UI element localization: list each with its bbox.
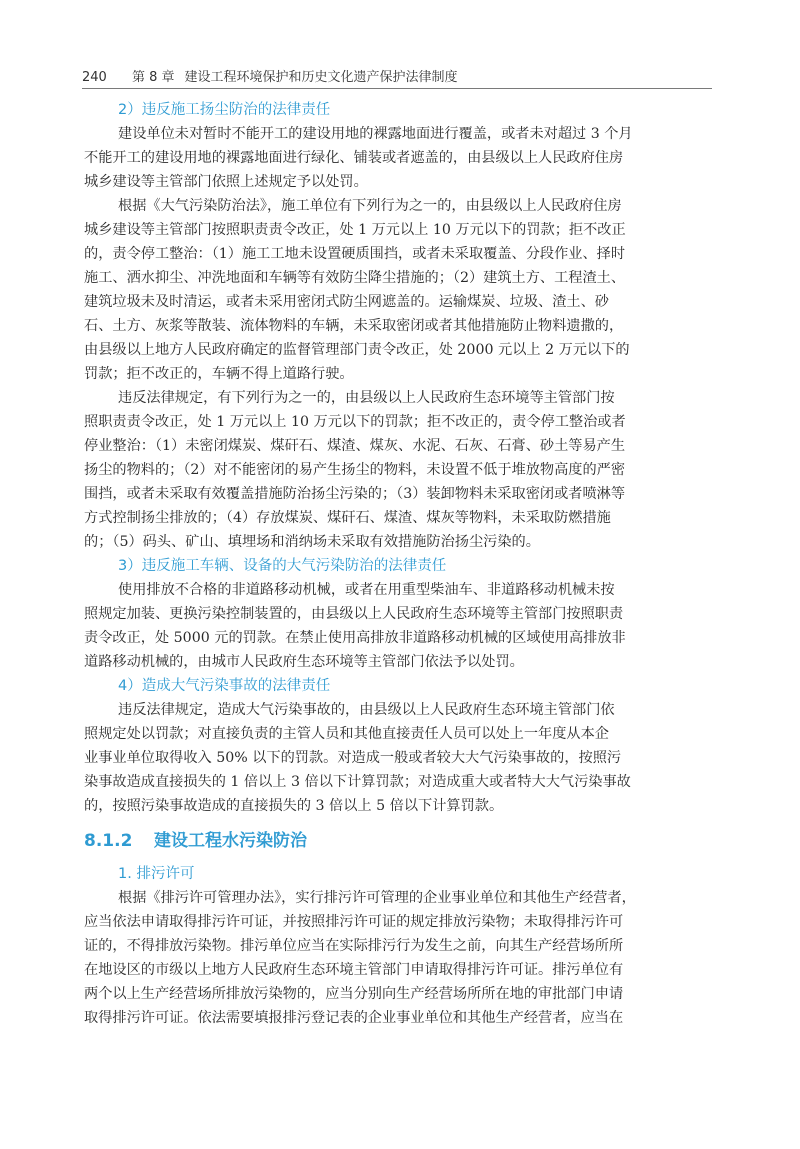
paragraph xyxy=(84,194,714,386)
text-line: 停业整治：（1）未密闭煤炭、煤矸石、煤渣、煤灰、水泥、石灰、石膏、砂土等易产生 xyxy=(84,438,626,454)
text-line: 的，责令停工整治：（1）施工工地未设置硬质围挡，或者未采取覆盖、分段作业、择时 xyxy=(84,246,626,262)
text-line: 违反法律规定，有下列行为之一的，由县级以上人民政府生态环境等主管部门按 xyxy=(118,390,615,406)
subheading: 1. 排污许可 xyxy=(118,866,195,882)
text-line: 照规定加装、更换污染控制装置的，由县级以上人民政府生态环境等主管部门按照职责 xyxy=(84,606,624,622)
text-line: 的；（5）码头、矿山、填埋场和消纳场未采取有效措施防治扬尘污染的。 xyxy=(84,534,540,550)
text-line: 在地设区的市级以上地方人民政府生态环境主管部门申请取得排污许可证。排污单位有 xyxy=(84,962,624,978)
text-line: 违反法律规定，造成大气污染事故的，由县级以上人民政府生态环境主管部门依 xyxy=(118,702,615,718)
text-line: 城乡建设等主管部门依照上述规定予以处罚。 xyxy=(84,174,368,190)
paragraph xyxy=(84,698,714,818)
paragraph xyxy=(84,578,714,674)
header-rule xyxy=(82,88,712,89)
text-line: 方式控制扬尘排放的；（4）存放煤炭、煤矸石、煤渣、煤灰等物料，未采取防燃措施 xyxy=(84,510,611,526)
text-line: 扬尘的物料的；（2）对不能密闭的易产生扬尘的物料，未设置不低于堆放物高度的严密 xyxy=(84,462,626,478)
text-line: 业事业单位取得收入 50% 以下的罚款。对造成一般或者较大大气污染事故的，按照污 xyxy=(84,750,622,766)
text-line: 建设单位未对暂时不能开工的建设用地的裸露地面进行覆盖，或者未对超过 3 个月 xyxy=(118,126,633,142)
text-line: 两个以上生产经营场所排放污染物的，应当分别向生产经营场所所在地的审批部门申请 xyxy=(84,986,624,1002)
text-line: 根据《大气污染防治法》，施工单位有下列行为之一的，由县级以上人民政府住房 xyxy=(118,198,622,214)
text-line: 罚款；拒不改正的，车辆不得上道路行驶。 xyxy=(84,366,354,382)
text-line: 照职责责令改正，处 1 万元以上 10 万元以下的罚款；拒不改正的，责令停工整治或者 xyxy=(84,414,626,430)
chapter-title: 建设工程环境保护和历史文化遗产保护法律制度 xyxy=(184,70,458,85)
text-line: 围挡，或者未采取有效覆盖措施防治扬尘污染的；（3）装卸物料未采取密闭或者喷淋等 xyxy=(84,486,626,502)
text-line: 责令改正，处 5000 元的罚款。在禁止使用高排放非道路移动机械的区域使用高排放非 xyxy=(84,630,626,646)
section-number: 8.1.2 xyxy=(84,831,133,851)
text-line: 施工、洒水抑尘、冲洗地面和车辆等有效防尘降尘措施的；（2）建筑土方、工程渣土、 xyxy=(84,270,626,286)
text-line: 由县级以上地方人民政府确定的监督管理部门责令改正，处 2000 元以上 2 万元以下的 xyxy=(84,342,630,358)
text-line: 染事故造成直接损失的 1 倍以上 3 倍以下计算罚款；对造成重大或者特大大气污染事故 xyxy=(84,774,631,790)
text-line: 不能开工的建设用地的裸露地面进行绿化、铺装或者遮盖的，由县级以上人民政府住房 xyxy=(84,150,624,166)
page-number: 240 xyxy=(82,70,107,85)
paragraph xyxy=(84,122,714,194)
text-line: 照规定处以罚款；对直接负责的主管人员和其他直接责任人员可以处上一年度从本企 xyxy=(84,726,609,742)
paragraph xyxy=(84,386,714,554)
text-line: 取得排污许可证。依法需要填报排污登记表的企业事业单位和其他生产经营者，应当在 xyxy=(84,1010,624,1026)
page-body xyxy=(84,98,714,1030)
text-line: 建筑垃圾未及时清运，或者未采用密闭式防尘网遮盖的。运输煤炭、垃圾、渣土、砂 xyxy=(84,294,609,310)
subheading: 2）违反施工扬尘防治的法律责任 xyxy=(118,102,331,118)
text-line: 使用排放不合格的非道路移动机械，或者在用重型柴油车、非道路移动机械未按 xyxy=(118,582,615,598)
paragraph xyxy=(84,886,714,1030)
section-heading xyxy=(84,826,714,856)
subheading: 4）造成大气污染事故的法律责任 xyxy=(118,678,331,694)
subheading: 3）违反施工车辆、设备的大气污染防治的法律责任 xyxy=(118,558,447,574)
text-line: 道路移动机械的，由城市人民政府生态环境等主管部门依法予以处罚。 xyxy=(84,654,524,670)
text-line: 根据《排污许可管理办法》，实行排污许可管理的企业事业单位和其他生产经营者， xyxy=(118,890,636,906)
text-line: 城乡建设等主管部门按照职责责令改正，处 1 万元以上 10 万元以下的罚款；拒不改正 xyxy=(84,222,626,238)
running-header xyxy=(82,66,712,85)
text-line: 证的，不得排放污染物。排污单位应当在实际排污行为发生之前，向其生产经营场所所 xyxy=(84,938,624,954)
section-title: 建设工程水污染防治 xyxy=(154,831,307,851)
text-line: 石、土方、灰浆等散装、流体物料的车辆，未采取密闭或者其他措施防止物料遗撒的， xyxy=(84,318,624,334)
text-line: 的，按照污染事故造成的直接损失的 3 倍以上 5 倍以下计算罚款。 xyxy=(84,798,504,814)
chapter-label: 第 8 章 xyxy=(132,70,175,85)
text-line: 应当依法申请取得排污许可证，并按照排污许可证的规定排放污染物；未取得排污许可 xyxy=(84,914,624,930)
